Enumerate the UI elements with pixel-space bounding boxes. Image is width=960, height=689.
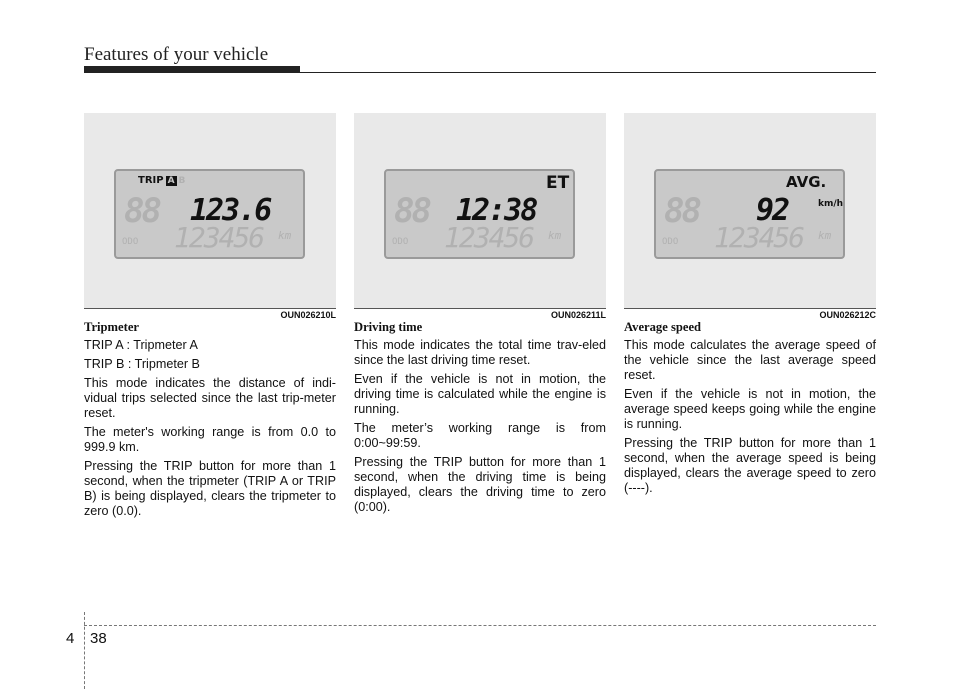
section-body xyxy=(354,320,606,515)
kmh-unit: km/h xyxy=(818,199,844,209)
figure-tripmeter xyxy=(84,113,336,320)
figure-code: OUN026211L xyxy=(550,310,606,320)
odo-value: 123456 xyxy=(714,221,804,254)
paragraph: Pressing the TRIP button for more than 1 second, when the driving time is being displayed, clears the driving time to zero (0:00). xyxy=(354,455,606,514)
figure-code: OUN026210L xyxy=(280,310,336,320)
figure-driving-time xyxy=(354,113,606,320)
lcd-main-readout: 12:38 xyxy=(456,193,537,228)
header-rule xyxy=(84,72,876,73)
page-number: 38 xyxy=(90,630,107,647)
avg-indicator: AVG. xyxy=(786,173,827,191)
section-body xyxy=(624,320,876,496)
footer-divider xyxy=(84,612,85,689)
trip-b-indicator: B xyxy=(178,176,186,186)
km-unit: km xyxy=(548,229,562,242)
odo-value: 123456 xyxy=(444,221,534,254)
lcd-display xyxy=(384,169,575,259)
paragraph: Pressing the TRIP button for more than 1 second, when the average speed is being displayed, clears the average speed to zero (----). xyxy=(624,436,876,495)
paragraph: The meter’s working range is from 0:00~99:59. xyxy=(354,421,606,450)
section-tripmeter xyxy=(84,113,336,523)
odo-label: ODO xyxy=(122,237,139,247)
km-unit: km xyxy=(278,229,292,242)
paragraph: This mode calculates the average speed of the vehicle since the last average speed reset. xyxy=(624,338,876,382)
lcd-ghost-digits: 88 xyxy=(664,191,699,231)
lcd-display xyxy=(654,169,845,259)
paragraph: Even if the vehicle is not in motion, the average speed keeps going while the engine is running. xyxy=(624,387,876,431)
paragraph: This mode indicates the total time trav-eled since the last driving time reset. xyxy=(354,338,606,367)
section-average-speed xyxy=(624,113,876,500)
paragraph: The meter's working range is from 0.0 to 999.9 km. xyxy=(84,425,336,454)
page-header-title: Features of your vehicle xyxy=(84,44,269,65)
paragraph: Pressing the TRIP button for more than 1 second, when the tripmeter (TRIP A or TRIP B) is being displayed, clears the tripmeter to zero (0.0). xyxy=(84,459,336,518)
lcd-ghost-digits: 88 xyxy=(124,191,159,231)
section-heading: Average speed xyxy=(624,320,702,334)
odo-label: ODO xyxy=(662,237,679,247)
lcd-main-readout: 92 xyxy=(756,193,789,228)
km-unit: km xyxy=(818,229,832,242)
paragraph: Even if the vehicle is not in motion, the driving time is calculated while the engine is running. xyxy=(354,372,606,416)
lcd-main-readout: 123.6 xyxy=(190,193,271,228)
figure-average-speed xyxy=(624,113,876,320)
odo-value: 123456 xyxy=(174,221,264,254)
trip-label: TRIP xyxy=(138,175,164,186)
lcd-display xyxy=(114,169,305,259)
section-driving-time xyxy=(354,113,606,519)
et-indicator: ET xyxy=(546,173,570,193)
footer-rule xyxy=(84,625,876,626)
section-body xyxy=(84,320,336,519)
trip-a-badge: A xyxy=(167,176,175,186)
section-heading: Tripmeter xyxy=(84,320,140,334)
paragraph: TRIP B : Tripmeter B xyxy=(84,357,200,371)
lcd-ghost-digits: 88 xyxy=(394,191,429,231)
chapter-number: 4 xyxy=(66,630,75,647)
section-heading: Driving time xyxy=(354,320,423,334)
paragraph: This mode indicates the distance of indi-vidual trips selected since the last trip-meter reset. xyxy=(84,376,336,420)
paragraph: TRIP A : Tripmeter A xyxy=(84,338,198,352)
figure-code: OUN026212C xyxy=(819,310,876,320)
odo-label: ODO xyxy=(392,237,409,247)
trip-indicator xyxy=(138,175,185,186)
